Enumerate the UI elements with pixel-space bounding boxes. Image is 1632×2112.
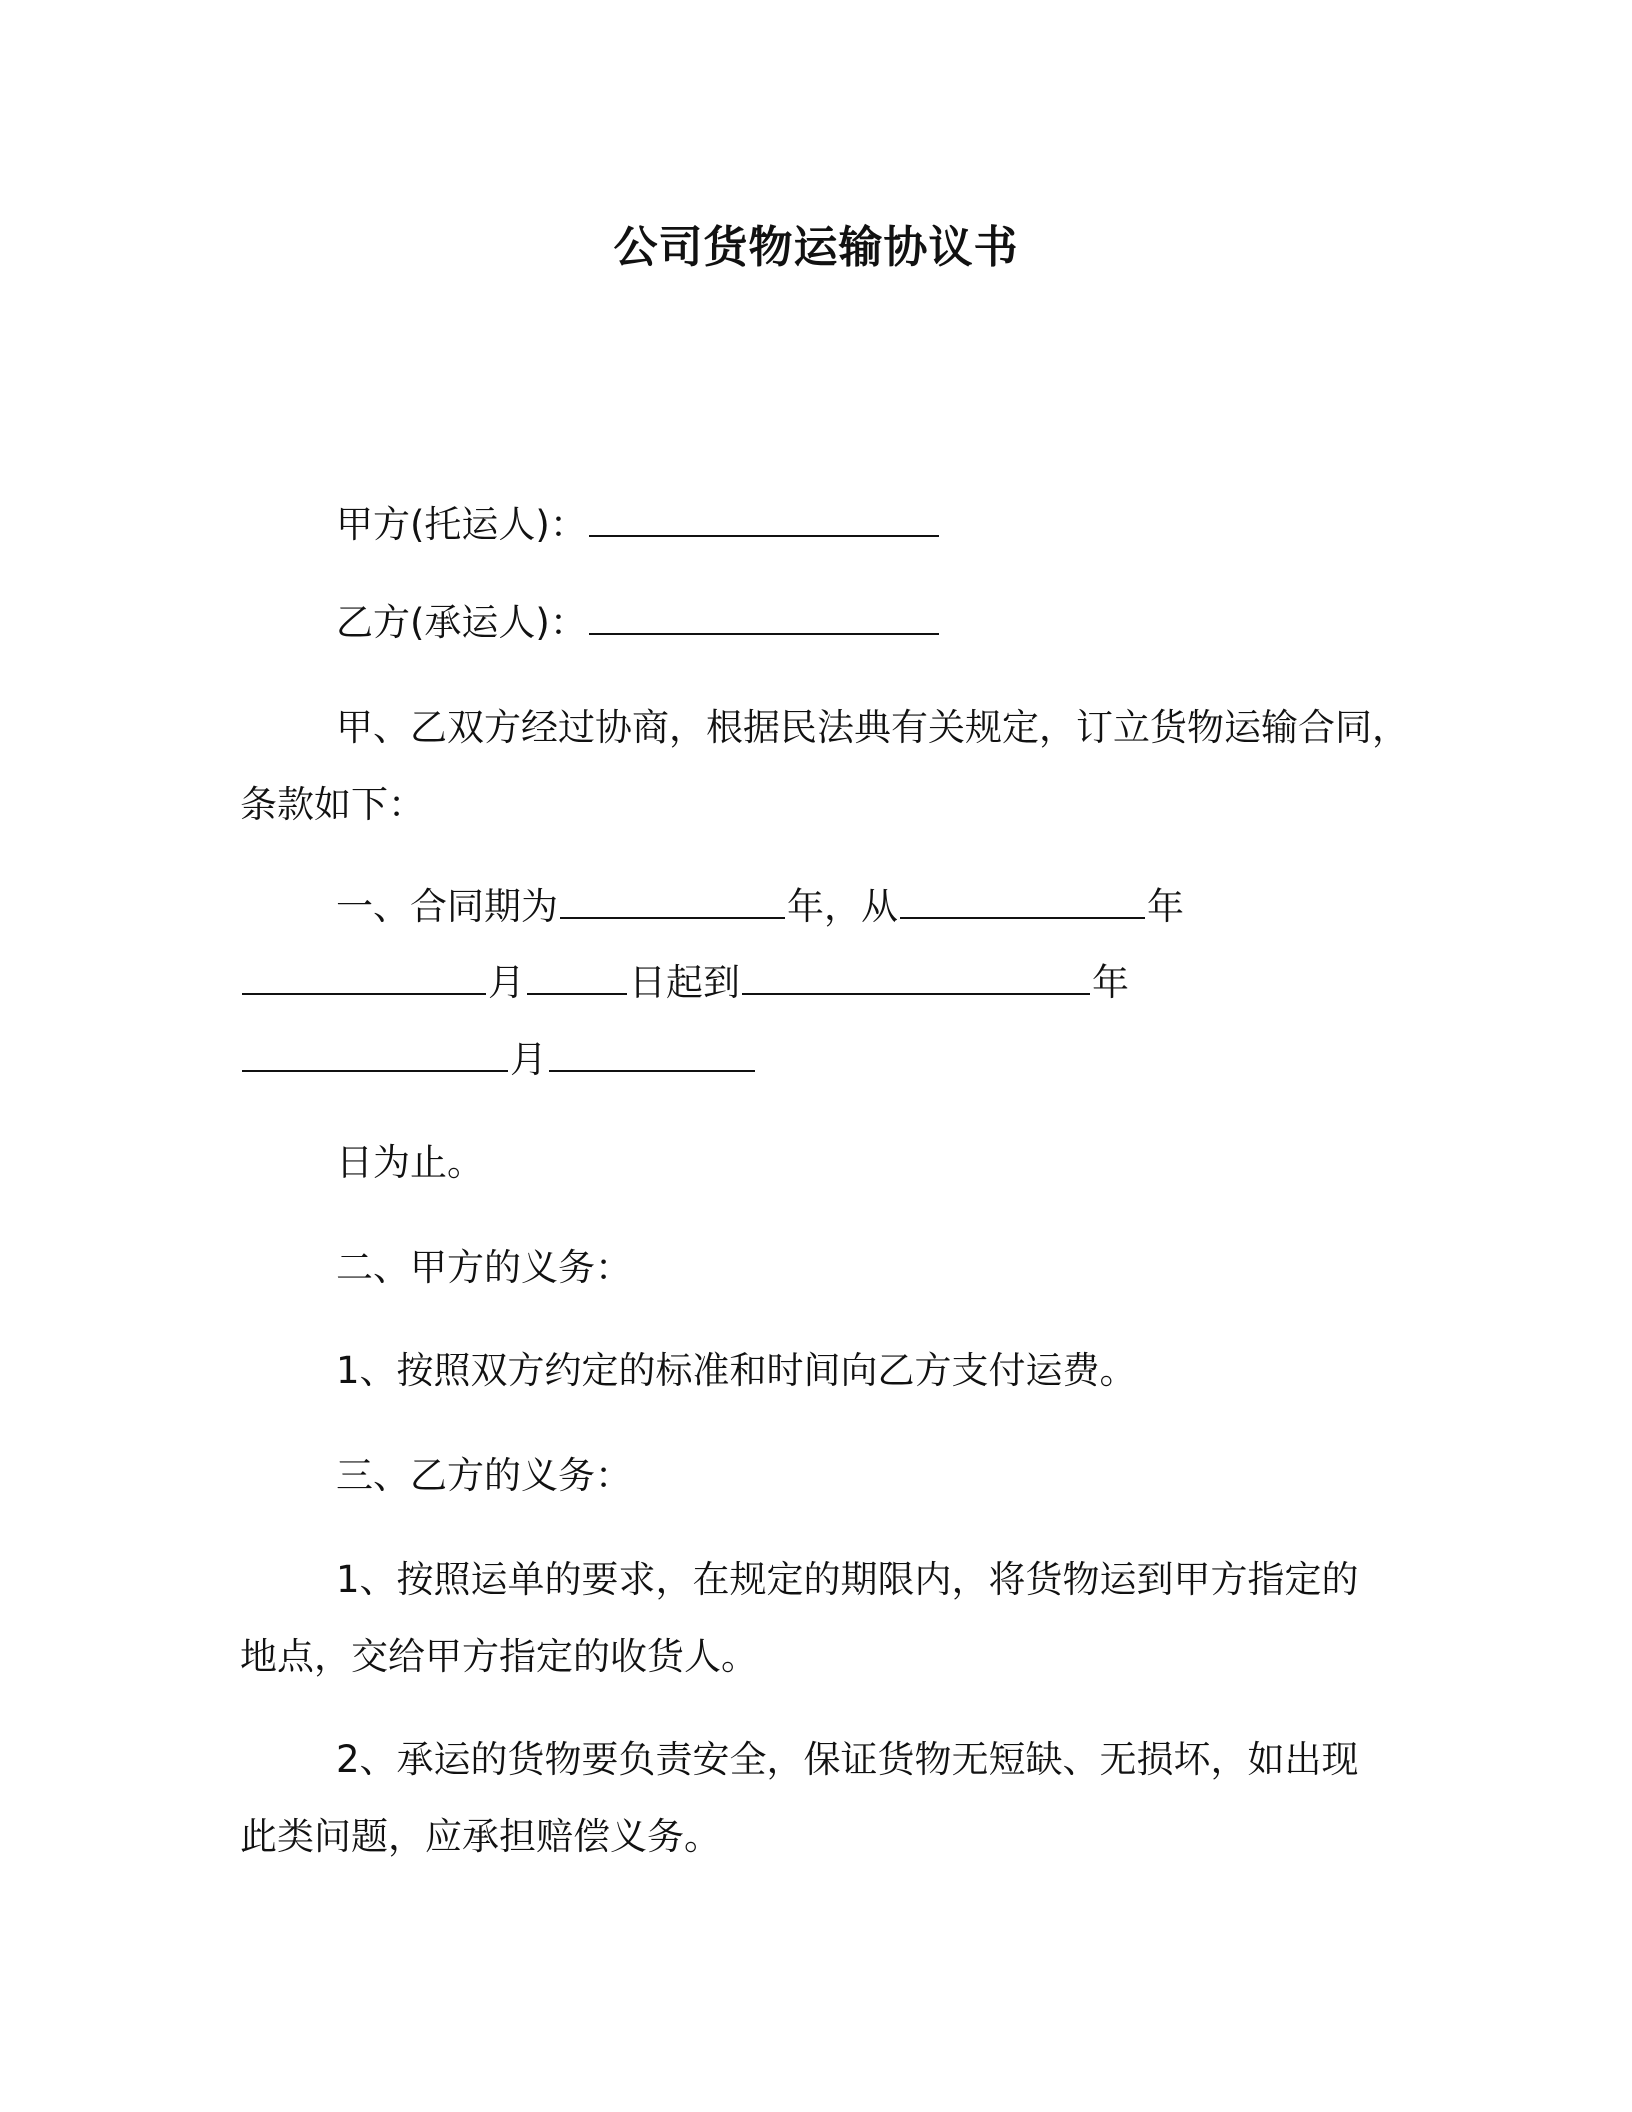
party-a-label: 甲方(托运人)： bbox=[336, 503, 587, 546]
clause1-end: 日为止。 bbox=[336, 1141, 484, 1184]
start-month-blank bbox=[242, 959, 486, 995]
end-month-blank bbox=[242, 1036, 508, 1072]
intro-line-2: 条款如下： bbox=[240, 783, 425, 826]
party-a-blank bbox=[589, 501, 939, 537]
clause1-end-month-label: 月 bbox=[510, 1038, 547, 1081]
clause1-line-3 bbox=[240, 1035, 757, 1085]
contract-term-years-blank bbox=[560, 883, 785, 919]
clause1-prefix: 一、合同期为 bbox=[336, 885, 558, 928]
section3-heading: 三、乙方的义务： bbox=[336, 1454, 632, 1497]
end-day-blank bbox=[549, 1036, 755, 1072]
start-year-blank bbox=[900, 883, 1145, 919]
clause1-year-label: 年 bbox=[1147, 885, 1184, 928]
section3-item1-line1: 1、按照运单的要求，在规定的期限内，将货物运到甲方指定的 bbox=[336, 1558, 1359, 1601]
clause1-year-from: 年，从 bbox=[787, 885, 898, 928]
section3-item2-line1: 2、承运的货物要负责安全，保证货物无短缺、无损坏，如出现 bbox=[336, 1738, 1359, 1781]
party-b-label: 乙方(承运人)： bbox=[336, 601, 587, 644]
document-title: 公司货物运输协议书 bbox=[613, 222, 1019, 273]
clause1-end-year-label: 年 bbox=[1092, 961, 1129, 1004]
party-a-line bbox=[336, 500, 941, 550]
section2-heading: 二、甲方的义务： bbox=[336, 1246, 632, 1289]
section2-item1: 1、按照双方约定的标准和时间向乙方支付运费。 bbox=[336, 1349, 1137, 1392]
clause1-day-to: 日起到 bbox=[629, 961, 740, 1004]
section3-item2-line2: 此类问题，应承担赔偿义务。 bbox=[240, 1815, 721, 1858]
start-day-blank bbox=[527, 959, 627, 995]
clause1-month-label: 月 bbox=[488, 961, 525, 1004]
end-year-blank bbox=[742, 959, 1090, 995]
section3-item1-line2: 地点，交给甲方指定的收货人。 bbox=[240, 1635, 758, 1678]
intro-line-1: 甲、乙双方经过协商，根据民法典有关规定，订立货物运输合同， bbox=[336, 706, 1409, 749]
party-b-line bbox=[336, 598, 941, 648]
clause1-line-2 bbox=[240, 958, 1129, 1008]
clause1-line-1 bbox=[336, 882, 1184, 932]
party-b-blank bbox=[589, 599, 939, 635]
